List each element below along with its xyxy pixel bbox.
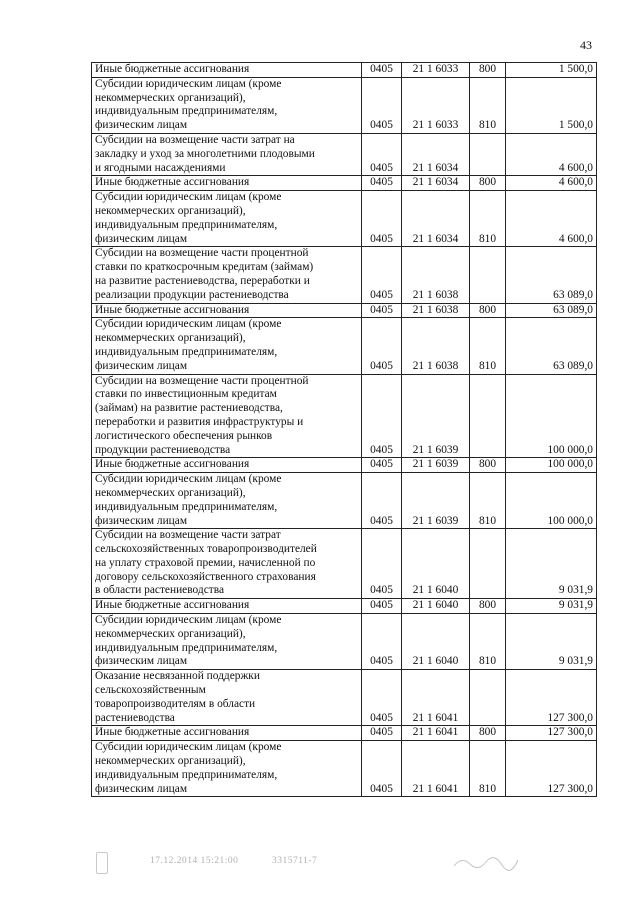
cell-amount: 127 300,0: [506, 741, 597, 797]
cell-article: 21 1 6039: [402, 473, 470, 529]
cell-section: 0405: [362, 599, 402, 614]
cell-name: Субсидии на возмещение части процентной ставки по инвестиционным кредитам (займам) на развитие растениеводства, переработки и развития инфраструктуры и логистического обеспечения рынков продукции растениеводства: [92, 374, 362, 458]
cell-section: 0405: [362, 726, 402, 741]
cell-article: 21 1 6040: [402, 614, 470, 670]
cell-kind: 800: [470, 176, 506, 191]
cell-section: 0405: [362, 247, 402, 303]
cell-section: 0405: [362, 303, 402, 318]
cell-amount: 9 031,9: [506, 529, 597, 599]
cell-amount: 4 600,0: [506, 133, 597, 175]
cell-section: 0405: [362, 741, 402, 797]
cell-kind: [470, 529, 506, 599]
cell-article: 21 1 6039: [402, 374, 470, 458]
cell-section: 0405: [362, 473, 402, 529]
cell-kind: 810: [470, 614, 506, 670]
table-row: [92, 458, 597, 473]
cell-section: 0405: [362, 176, 402, 191]
budget-table: [91, 62, 597, 797]
cell-amount: 100 000,0: [506, 374, 597, 458]
footer-scribble-icon: [452, 852, 522, 874]
cell-amount: 1 500,0: [506, 77, 597, 133]
cell-section: 0405: [362, 133, 402, 175]
cell-section: 0405: [362, 458, 402, 473]
cell-kind: [470, 133, 506, 175]
cell-article: 21 1 6041: [402, 741, 470, 797]
cell-amount: 100 000,0: [506, 458, 597, 473]
cell-article: 21 1 6039: [402, 458, 470, 473]
table-row: [92, 63, 597, 78]
cell-article: 21 1 6034: [402, 191, 470, 247]
footer-date: 17.12.2014 15:21:00: [150, 856, 239, 866]
cell-name: Иные бюджетные ассигнования: [92, 458, 362, 473]
cell-kind: 810: [470, 473, 506, 529]
cell-name: Субсидии на возмещение части процентной ставки по краткосрочным кредитам (займам) на развитие растениеводства, переработки и реализации продукции растениеводства: [92, 247, 362, 303]
cell-article: 21 1 6038: [402, 247, 470, 303]
cell-section: 0405: [362, 318, 402, 374]
cell-amount: 63 089,0: [506, 247, 597, 303]
table-row: [92, 191, 597, 247]
cell-kind: 810: [470, 77, 506, 133]
page-number: 43: [580, 38, 592, 52]
cell-amount: 127 300,0: [506, 726, 597, 741]
cell-amount: 9 031,9: [506, 599, 597, 614]
table-row: [92, 176, 597, 191]
cell-kind: [470, 374, 506, 458]
table-row: [92, 614, 597, 670]
cell-name: Субсидии юридическим лицам (кроме некоммерческих организаций), индивидуальным предпринимателям, физическим лицам: [92, 741, 362, 797]
cell-kind: 800: [470, 63, 506, 78]
footer-doc-id: 3315711-7: [272, 856, 318, 866]
cell-name: Субсидии на возмещение части затрат сельскохозяйственных товаропроизводителей на уплату страховой премии, начисленной по договору сельскохозяйственного страхования в области растениеводства: [92, 529, 362, 599]
cell-name: Иные бюджетные ассигнования: [92, 176, 362, 191]
cell-amount: 9 031,9: [506, 614, 597, 670]
cell-name: Иные бюджетные ассигнования: [92, 726, 362, 741]
cell-article: 21 1 6034: [402, 133, 470, 175]
cell-amount: 1 500,0: [506, 63, 597, 78]
cell-section: 0405: [362, 614, 402, 670]
cell-article: 21 1 6038: [402, 303, 470, 318]
cell-kind: 800: [470, 599, 506, 614]
cell-article: 21 1 6040: [402, 529, 470, 599]
cell-kind: 810: [470, 191, 506, 247]
table-row: [92, 473, 597, 529]
cell-name: Иные бюджетные ассигнования: [92, 303, 362, 318]
cell-kind: [470, 670, 506, 726]
table-row: [92, 374, 597, 458]
table-row: [92, 303, 597, 318]
cell-article: 21 1 6038: [402, 318, 470, 374]
cell-amount: 63 089,0: [506, 303, 597, 318]
cell-amount: 127 300,0: [506, 670, 597, 726]
cell-article: 21 1 6041: [402, 726, 470, 741]
cell-kind: 800: [470, 726, 506, 741]
table-row: [92, 318, 597, 374]
cell-section: 0405: [362, 529, 402, 599]
table-row: [92, 133, 597, 175]
cell-name: Субсидии на возмещение части затрат на закладку и уход за многолетними плодовыми и ягодными насаждениями: [92, 133, 362, 175]
cell-section: 0405: [362, 191, 402, 247]
cell-name: Иные бюджетные ассигнования: [92, 599, 362, 614]
cell-section: 0405: [362, 63, 402, 78]
table-row: [92, 670, 597, 726]
table-row: [92, 726, 597, 741]
cell-kind: 800: [470, 303, 506, 318]
cell-name: Субсидии юридическим лицам (кроме некоммерческих организаций), индивидуальным предпринимателям, физическим лицам: [92, 614, 362, 670]
cell-amount: 100 000,0: [506, 473, 597, 529]
cell-amount: 4 600,0: [506, 191, 597, 247]
table-row: [92, 529, 597, 599]
cell-name: Оказание несвязанной поддержки сельскохозяйственным товаропроизводителям в области растениеводства: [92, 670, 362, 726]
cell-amount: 4 600,0: [506, 176, 597, 191]
table-row: [92, 77, 597, 133]
cell-kind: [470, 247, 506, 303]
cell-section: 0405: [362, 670, 402, 726]
cell-kind: 810: [470, 741, 506, 797]
cell-article: 21 1 6040: [402, 599, 470, 614]
budget-table-body: [92, 63, 597, 797]
cell-name: Иные бюджетные ассигнования: [92, 63, 362, 78]
table-row: [92, 599, 597, 614]
table-row: [92, 741, 597, 797]
cell-amount: 63 089,0: [506, 318, 597, 374]
cell-name: Субсидии юридическим лицам (кроме некоммерческих организаций), индивидуальным предпринимателям, физическим лицам: [92, 473, 362, 529]
cell-name: Субсидии юридическим лицам (кроме некоммерческих организаций), индивидуальным предпринимателям, физическим лицам: [92, 318, 362, 374]
footer-stamp-icon: [96, 852, 108, 874]
cell-section: 0405: [362, 374, 402, 458]
cell-name: Субсидии юридическим лицам (кроме некоммерческих организаций), индивидуальным предпринимателям, физическим лицам: [92, 191, 362, 247]
cell-kind: 800: [470, 458, 506, 473]
cell-article: 21 1 6033: [402, 77, 470, 133]
cell-article: 21 1 6033: [402, 63, 470, 78]
cell-kind: 810: [470, 318, 506, 374]
cell-section: 0405: [362, 77, 402, 133]
cell-article: 21 1 6041: [402, 670, 470, 726]
cell-name: Субсидии юридическим лицам (кроме некоммерческих организаций), индивидуальным предпринимателям, физическим лицам: [92, 77, 362, 133]
table-row: [92, 247, 597, 303]
cell-article: 21 1 6034: [402, 176, 470, 191]
